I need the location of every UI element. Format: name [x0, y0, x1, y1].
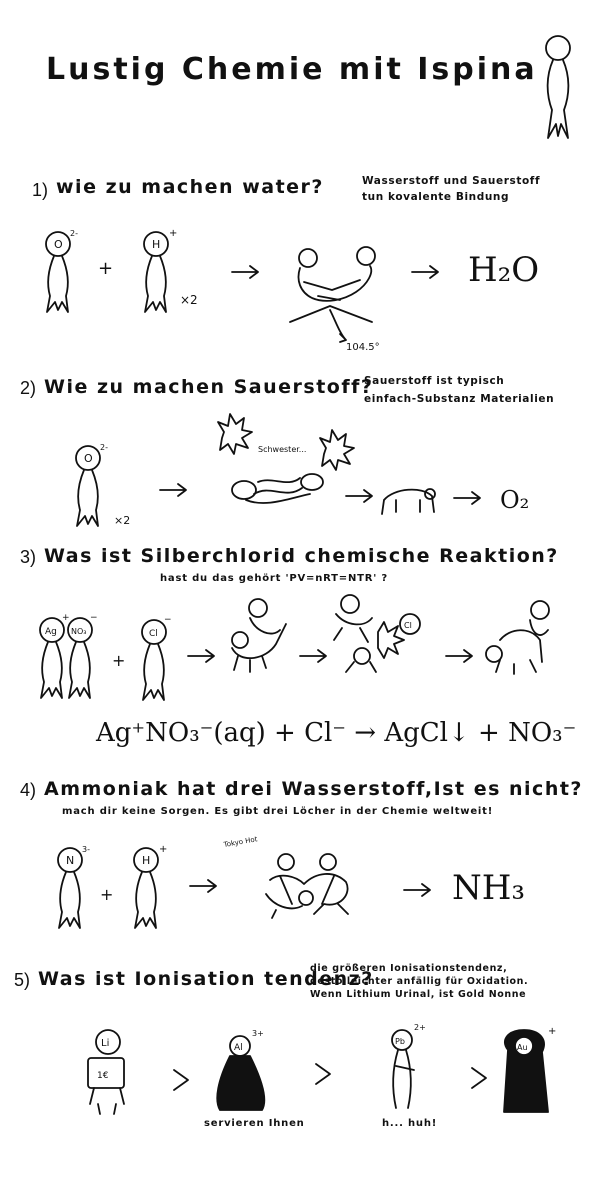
- reaction-arrow-6: [188, 650, 214, 662]
- section-5-question: Was ist Ionisation tendenz?: [38, 968, 374, 990]
- section-1-note-line-1: Wasserstoff und Sauerstoff: [362, 175, 541, 187]
- euro-label: 1€: [97, 1071, 109, 1081]
- lead-charge: 2+: [414, 1023, 426, 1032]
- reaction-clash-doodle: [334, 595, 420, 672]
- section-3-question: Was ist Silberchlorid chemische Reaktion?: [44, 545, 559, 567]
- reaction-arrow-8: [446, 650, 472, 662]
- lithium-label: Li: [101, 1038, 110, 1049]
- chloride-ion-figure: [142, 615, 172, 700]
- tokyo-hot-label: Tokyo Hot: [223, 835, 259, 850]
- multiplier-label: ×2: [180, 293, 198, 307]
- section-2-number: 2): [20, 378, 37, 398]
- section-4-question: Ammoniak hat drei Wasserstoff,Ist es nicht?: [44, 778, 583, 800]
- hydrogen-charge: +: [169, 228, 178, 239]
- greater-than-2: [316, 1064, 330, 1084]
- nitrogen-charge: 3-: [82, 845, 90, 854]
- greater-than-1: [174, 1070, 188, 1090]
- section-2-note-line-2: einfach-Substanz Materialien: [364, 393, 555, 405]
- hydrogen-charge-2: +: [159, 844, 168, 855]
- ammonia-molecule-doodle: [222, 835, 348, 918]
- section-1-number: 1): [32, 180, 49, 200]
- section-4-subnote: mach dir keine Sorgen. Es gibt drei Löcher in der Chemie weltweit!: [62, 806, 494, 817]
- section-5-note-line-1: die größeren Ionisationstendenz,: [310, 963, 508, 974]
- aluminium-figure: [217, 1029, 264, 1110]
- section-5-note-line-3: Wenn Lithium Urinal, ist Gold Nonne: [310, 989, 527, 1000]
- oxygen-label: O: [54, 238, 63, 251]
- section-4-number: 4): [20, 780, 37, 800]
- svg-text:−: −: [164, 615, 172, 625]
- lithium-figure: [88, 1030, 124, 1114]
- page-title: Lustig Chemie mit Ispina: [46, 52, 538, 87]
- silver-chloride-equation: Ag⁺NO₃⁻(aq) + Cl⁻ → AgCl↓ + NO₃⁻: [96, 718, 577, 748]
- multiplier-label-2: ×2: [114, 514, 131, 527]
- ammonia-product: NH₃: [452, 868, 526, 908]
- aluminium-caption: servieren Ihnen: [204, 1118, 305, 1129]
- speech-bubble-text: Schwester...: [258, 445, 307, 454]
- nitrogen-figure: [58, 845, 90, 928]
- mascot-figure: [546, 36, 570, 138]
- svg-text:+: +: [112, 651, 126, 670]
- svg-text:−: −: [90, 613, 98, 623]
- reaction-arrow-10: [404, 884, 430, 896]
- section-3-number: 3): [20, 547, 37, 567]
- water-product: H₂O: [468, 250, 540, 290]
- silver-ion-figure: [40, 613, 70, 698]
- silver-label: Ag: [45, 627, 57, 637]
- water-molecule-doodle: [290, 247, 380, 353]
- lead-caption: h... huh!: [382, 1118, 438, 1129]
- hydrogen-label-2: H: [142, 854, 151, 867]
- sisters-doodle: [218, 414, 354, 503]
- oxygen-figure-2: [76, 443, 130, 527]
- aluminium-label: Al: [234, 1043, 243, 1053]
- hydrogen-figure-2: [134, 844, 167, 928]
- section-1-question: wie zu machen water?: [56, 176, 324, 198]
- oxygen-charge-2: 2-: [100, 443, 108, 452]
- oxygen-label-2: O: [84, 452, 93, 465]
- silver-nitrate-pair-doodle: [232, 599, 286, 672]
- lead-figure: [392, 1023, 426, 1108]
- reaction-arrow-5: [454, 492, 480, 504]
- section-2-note-line-1: Sauerstoff ist typisch: [364, 375, 505, 387]
- oxygen-figure: [46, 229, 78, 312]
- bond-angle-label: 104.5°: [346, 342, 380, 353]
- nitrate-label: NO₃: [71, 627, 87, 636]
- gold-label: Au: [517, 1043, 528, 1052]
- section-2-question: Wie zu machen Sauerstoff?: [44, 376, 374, 398]
- section-5-number: 5): [14, 970, 31, 990]
- section-5-note-line-2: desto leichter anfällig für Oxidation.: [310, 976, 529, 987]
- hydrogen-label: H: [152, 238, 161, 251]
- nitrate-ion-figure: [68, 613, 98, 698]
- oxygen-product: O₂: [500, 486, 530, 514]
- oxygen-charge: 2-: [70, 229, 78, 238]
- reaction-arrow-7: [300, 650, 326, 662]
- reaction-arrow-4: [346, 490, 372, 502]
- o2-molecule-doodle: [382, 489, 435, 514]
- reaction-arrow-9: [190, 880, 216, 892]
- chloride-label: Cl: [149, 629, 158, 639]
- reaction-arrow-3: [160, 484, 186, 496]
- svg-text:+: +: [62, 613, 70, 623]
- reaction-arrow-2: [412, 266, 438, 278]
- greater-than-3: [472, 1068, 486, 1088]
- nitrogen-label: N: [66, 854, 75, 867]
- hydrogen-figure: [144, 228, 198, 312]
- svg-text:Cl: Cl: [404, 621, 412, 630]
- gold-charge: +: [548, 1026, 557, 1037]
- gold-figure: [504, 1026, 556, 1112]
- section-1-note-line-2: tun kovalente Bindung: [362, 191, 510, 203]
- aluminium-charge: 3+: [252, 1029, 264, 1038]
- plus-sign: +: [98, 258, 114, 279]
- silver-chloride-pair-doodle: [486, 601, 549, 674]
- svg-text:+: +: [100, 885, 114, 904]
- reaction-arrow: [232, 266, 258, 278]
- lead-label: Pb: [395, 1037, 405, 1046]
- section-3-subnote: hast du das gehört 'PV=nRT=NTR' ?: [160, 573, 389, 584]
